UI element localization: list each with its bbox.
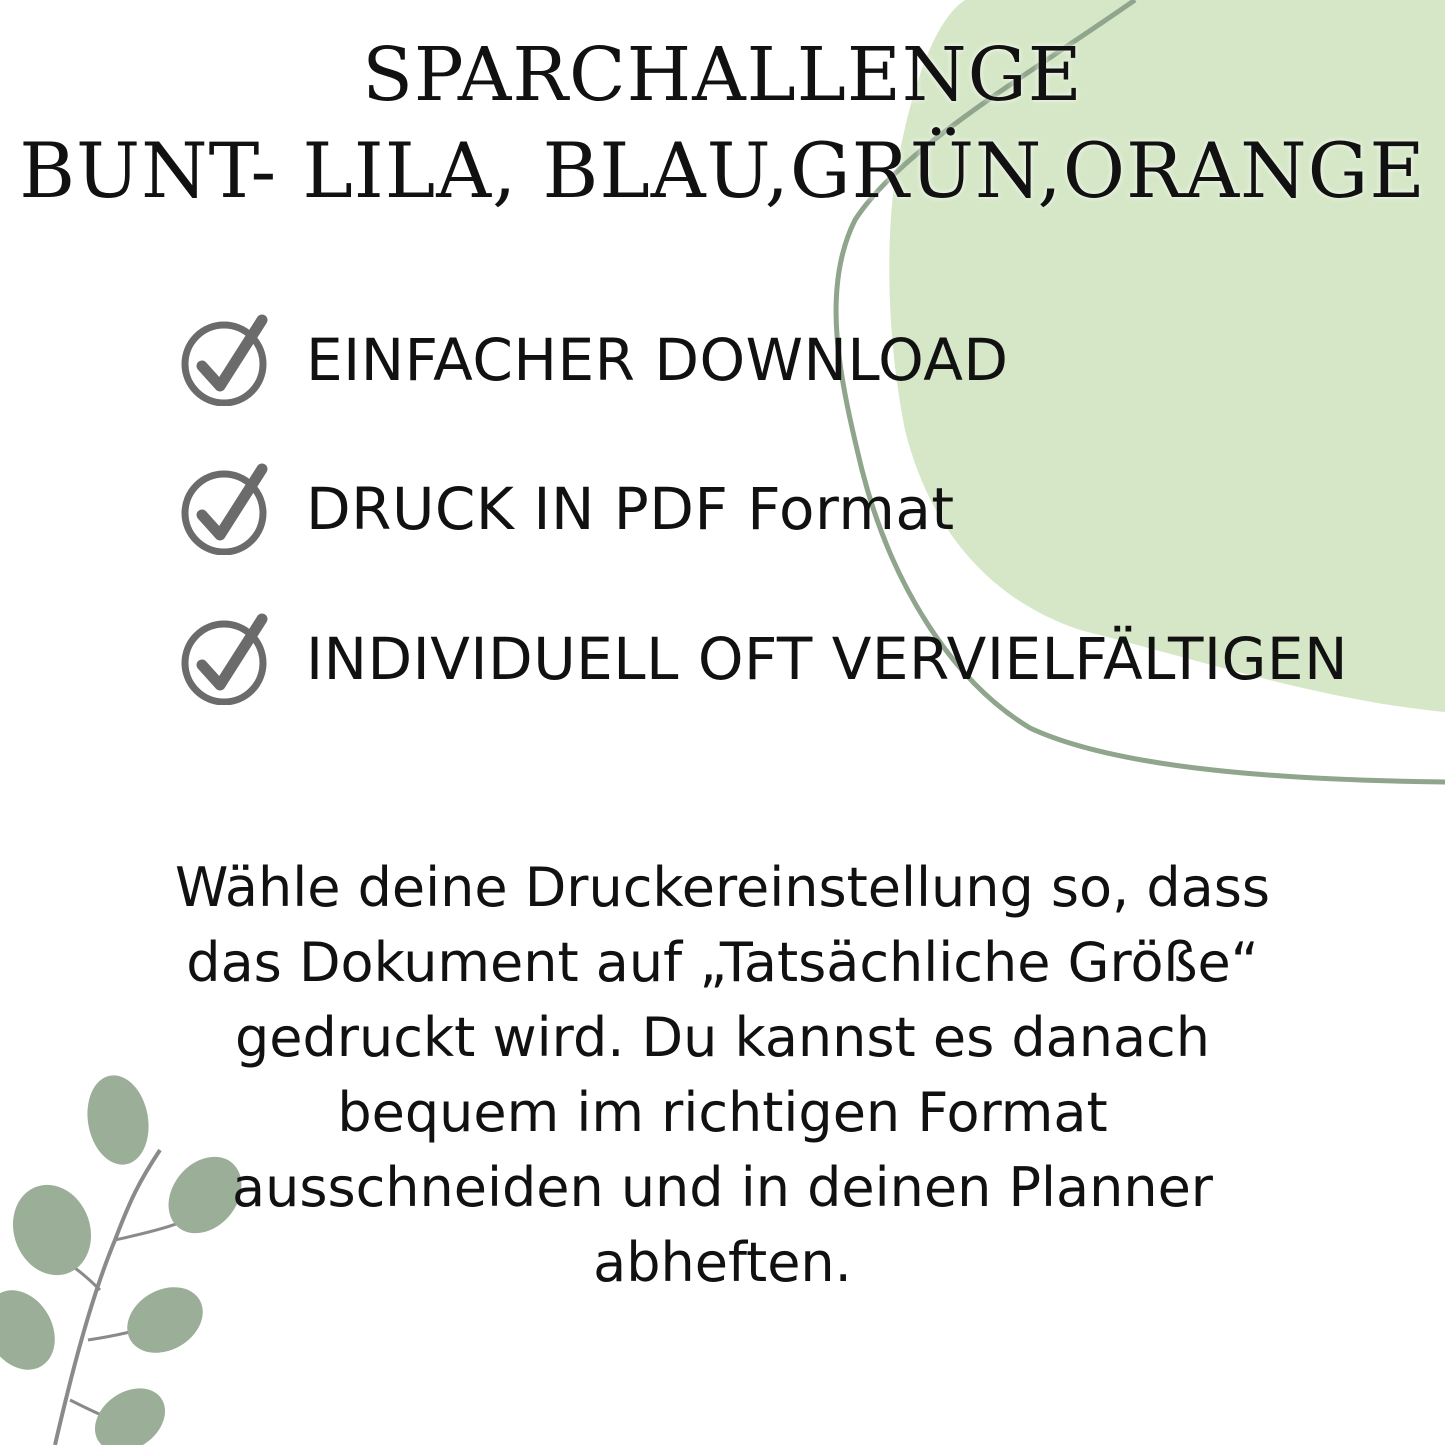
check-circle-icon [180, 463, 272, 555]
feature-item-download [180, 314, 1009, 406]
instruction-line: gedruckt wird. Du kannst es danach [235, 1006, 1210, 1069]
check-circle-icon [180, 613, 272, 705]
instruction-line: ausschneiden und in deinen Planner [232, 1156, 1213, 1219]
check-circle-icon [180, 314, 272, 406]
page-title-line-1: SPARCHALLENGE [362, 32, 1083, 118]
feature-label: EINFACHER DOWNLOAD [306, 326, 1009, 394]
instruction-line: bequem im richtigen Format [337, 1081, 1108, 1144]
instruction-line: abheften. [593, 1231, 852, 1294]
page-title-line-2: BUNT- LILA, BLAU,GRÜN,ORANGE [19, 126, 1426, 215]
feature-item-pdf [180, 463, 955, 555]
instruction-line: Wähle deine Druckereinstellung so, dass [174, 856, 1271, 919]
instruction-line: das Dokument auf „Tatsächliche Größe“ [186, 931, 1259, 994]
print-instructions [120, 850, 1325, 1300]
feature-item-copy [180, 613, 1348, 705]
feature-label: INDIVIDUELL OFT VERVIELFÄLTIGEN [306, 625, 1348, 693]
feature-label: DRUCK IN PDF Format [306, 475, 955, 543]
